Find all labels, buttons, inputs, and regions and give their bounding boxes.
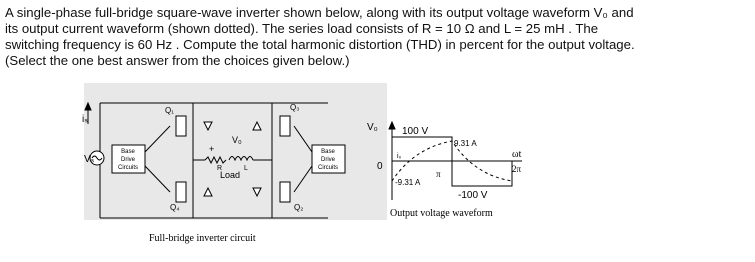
right-drive-line: Circuits bbox=[317, 165, 339, 171]
q2-switch bbox=[280, 182, 290, 202]
vo-label: V₀ bbox=[232, 135, 242, 145]
load-label: Load bbox=[220, 170, 241, 180]
two-pi-label: 2π bbox=[512, 164, 522, 174]
left-drive-line: Base bbox=[121, 149, 135, 155]
question-line: A single-phase full-bridge square-wave inverter shown below, along with its output voltage waveform V₀ and bbox=[5, 5, 634, 20]
q1-switch bbox=[176, 116, 186, 136]
right-drive-line: Base bbox=[321, 149, 335, 155]
q3-switch bbox=[280, 116, 290, 136]
positive-current-label: 9.31 A bbox=[454, 139, 477, 148]
q2-label: Q₂ bbox=[294, 203, 304, 212]
q4-switch bbox=[176, 182, 186, 202]
waveform-vo-label: V₀ bbox=[367, 122, 378, 133]
question-line: its output current waveform (shown dotted). The series load consists of R = 10 Ω and L = 25 mH . The bbox=[5, 21, 599, 36]
right-drive-line: Drive bbox=[320, 157, 336, 163]
q4-label: Q₄ bbox=[170, 203, 180, 212]
left-drive-line: Drive bbox=[120, 157, 136, 163]
negative-current-label: -9.31 A bbox=[395, 178, 421, 187]
origin-label: 0 bbox=[377, 161, 383, 172]
source-current-label: iₛ bbox=[82, 114, 88, 125]
left-drive-line: Circuits bbox=[117, 165, 139, 171]
omega-t-label: ωt bbox=[512, 149, 522, 160]
source-voltage-label: Vₛ bbox=[84, 154, 95, 165]
q1-label: Q₁ bbox=[165, 106, 174, 115]
axis-arrow-icon bbox=[389, 122, 395, 129]
pi-label: π bbox=[436, 169, 441, 179]
question-line: switching frequency is 60 Hz . Compute the total harmonic distortion (THD) in percent for the output voltage. bbox=[5, 37, 635, 52]
circuit-caption: Full-bridge inverter circuit bbox=[149, 233, 256, 244]
q3-label: Q₃ bbox=[290, 103, 300, 112]
l-label: L bbox=[244, 165, 248, 172]
r-label: R bbox=[217, 165, 223, 172]
waveform-caption: Output voltage waveform bbox=[390, 208, 493, 219]
question-line: (Select the one best answer from the choices given below.) bbox=[5, 53, 350, 68]
positive-voltage-label: 100 V bbox=[402, 126, 429, 137]
negative-voltage-label: -100 V bbox=[458, 190, 488, 201]
plus-label: + bbox=[209, 144, 215, 154]
current-io-label: i₀ bbox=[397, 153, 402, 160]
